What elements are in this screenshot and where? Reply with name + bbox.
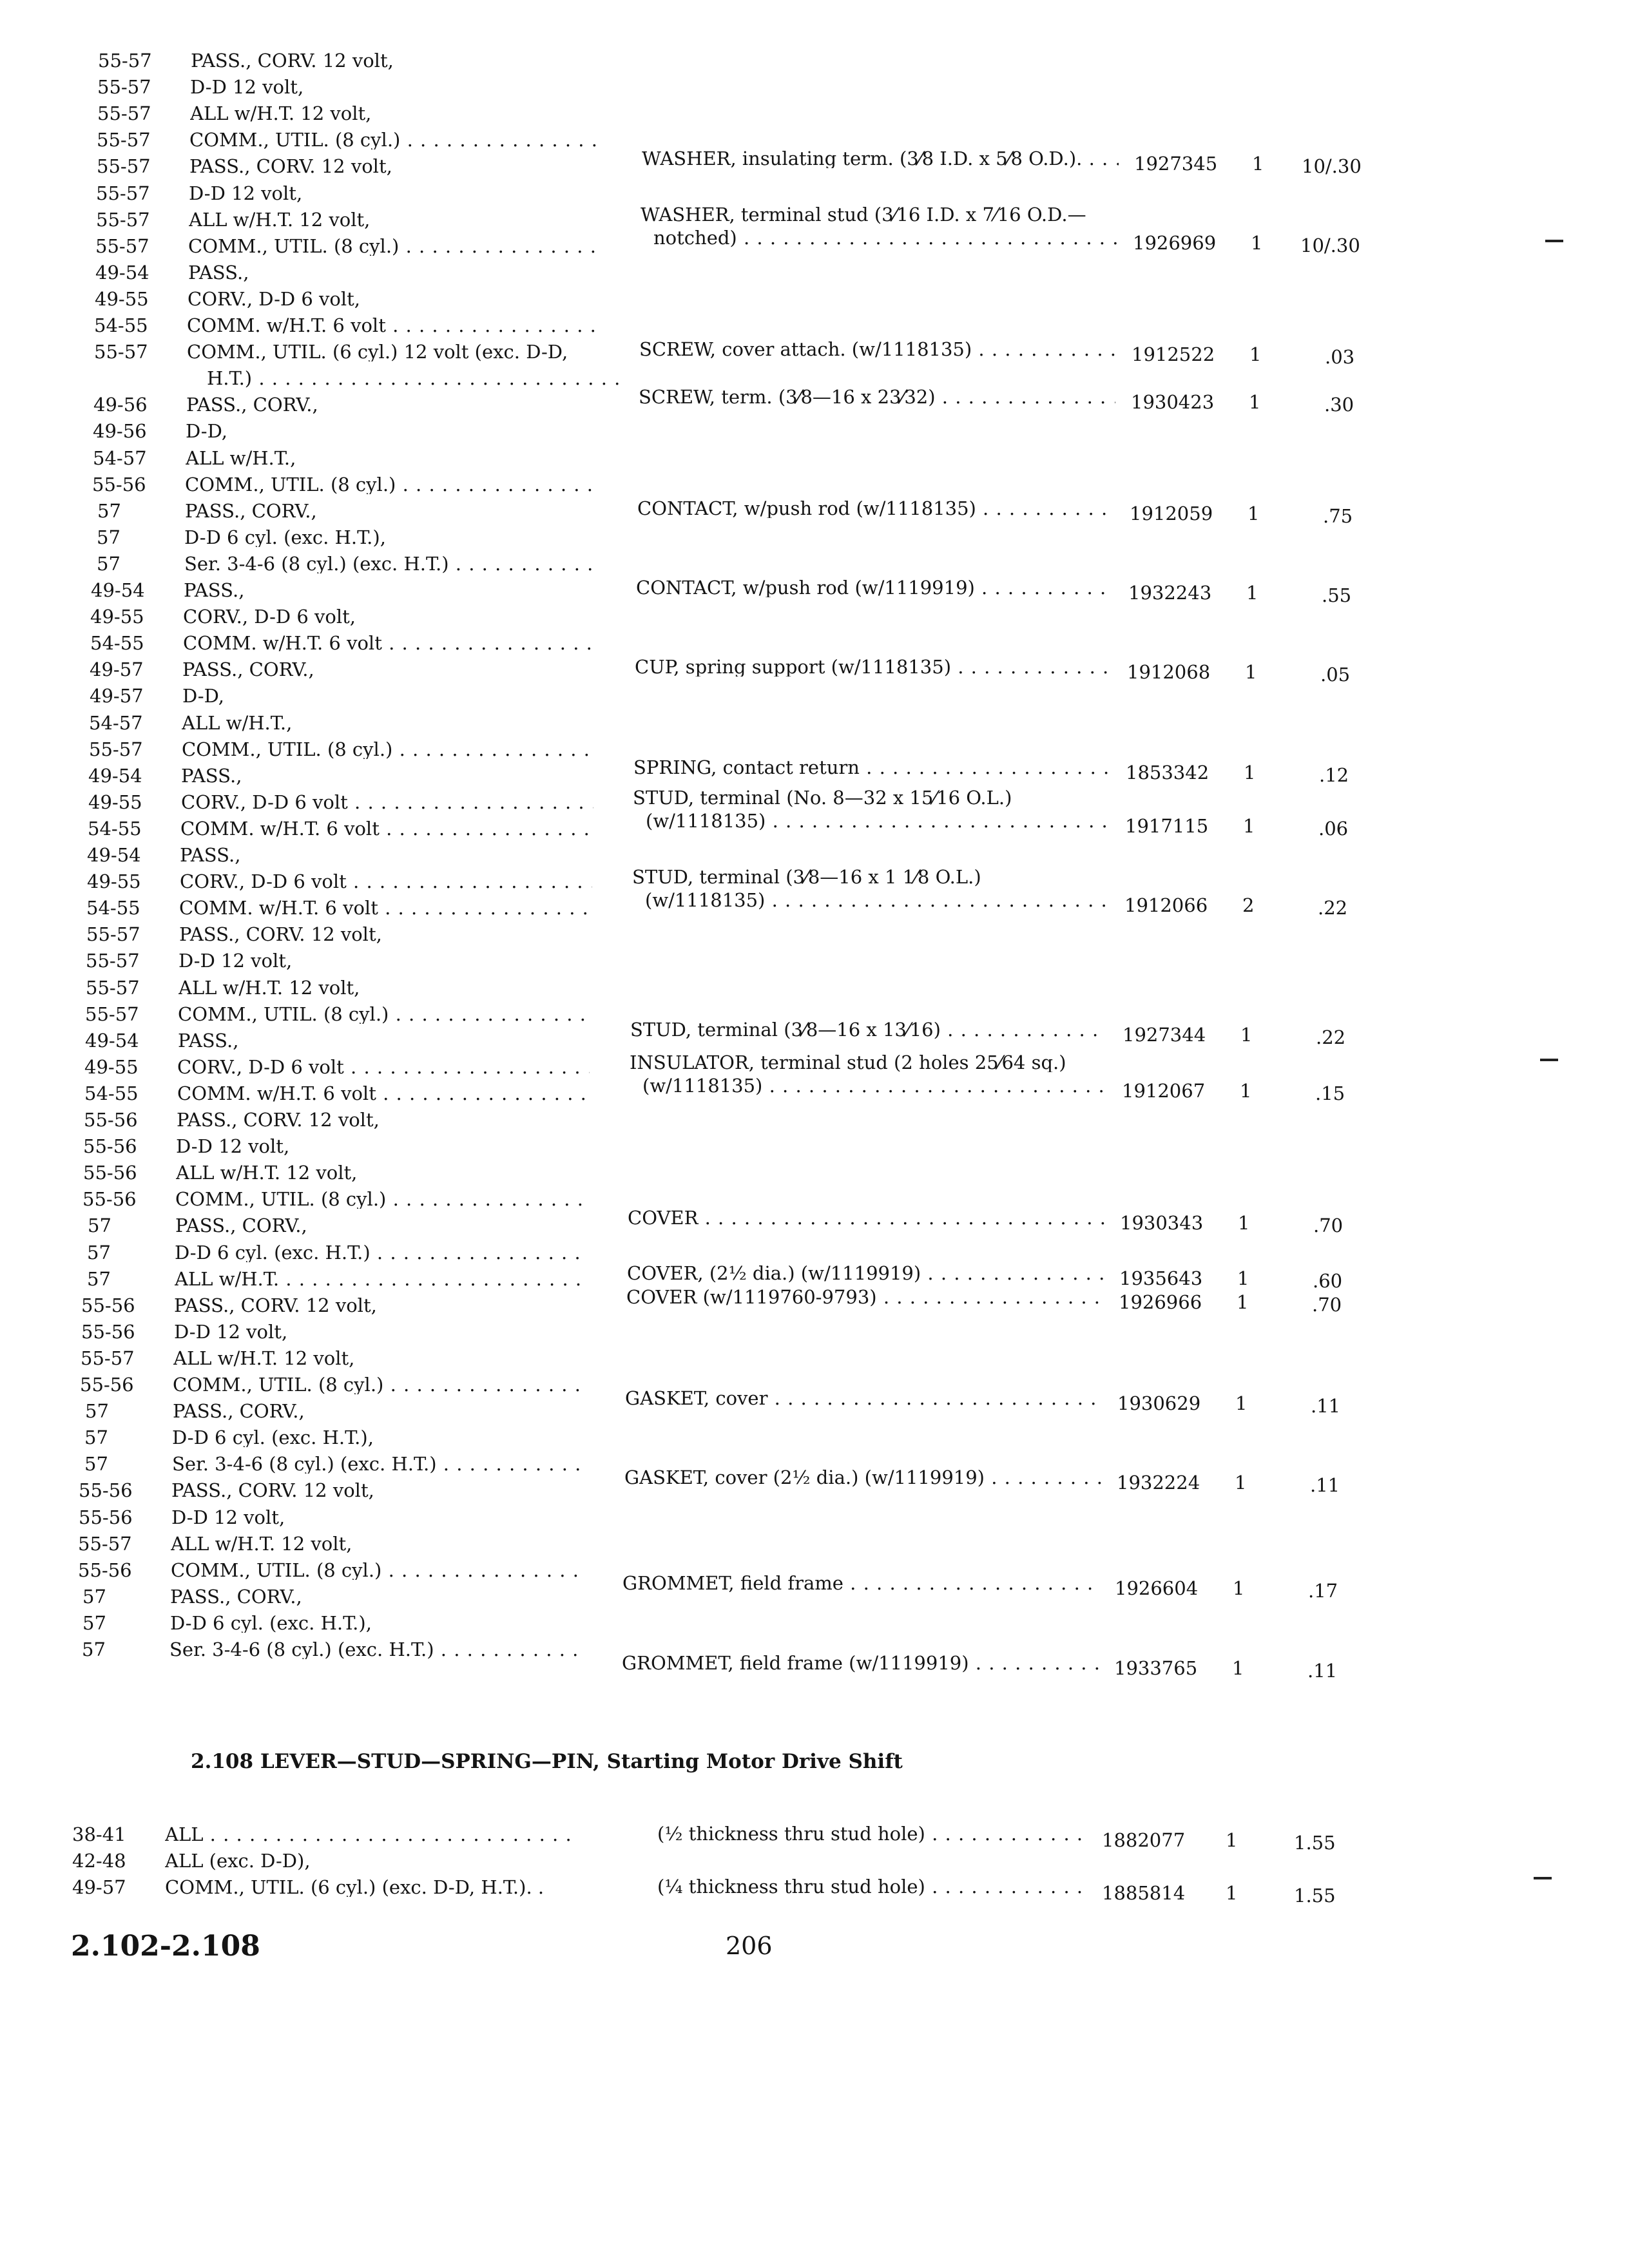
year-range: 49-57 [90, 685, 144, 707]
quantity: 1 [1246, 581, 1258, 604]
year-range: 49-56 [93, 394, 148, 416]
year-range: 49-55 [95, 287, 149, 310]
price: .03 [1325, 345, 1355, 368]
price: .06 [1318, 817, 1349, 840]
year-range: 57 [97, 552, 120, 575]
applicability-text: ALL w/H.T. 12 volt, [171, 1534, 352, 1553]
part-description: (¼ thickness thru stud hole) . . . [657, 1878, 1083, 1896]
applicability-text: COMM., UTIL. (6 cyl.) 12 volt (exc. D-D, [187, 343, 568, 362]
applicability-text: ALL . . . [165, 1825, 577, 1844]
part-number: 1927345 [1134, 153, 1218, 175]
year-range: 49-56 [93, 420, 147, 443]
applicability-text: PASS., [188, 263, 249, 282]
applicability-text: PASS., CORV., [182, 660, 314, 680]
price: .22 [1316, 1026, 1346, 1049]
part-number: 1912066 [1124, 894, 1208, 916]
applicability-text: PASS., CORV. 12 volt, [177, 1111, 380, 1129]
part-description: STUD, terminal (3⁄8—16 x 1 1⁄8 O.L.) [632, 867, 981, 887]
part-description-cont: (w/1118135) . . . [642, 1077, 1106, 1095]
year-range: 57 [84, 1453, 108, 1475]
part-description-cont: (w/1118135) . . . [645, 891, 1109, 910]
applicability-text: COMM. w/H.T. 6 volt . . . [187, 316, 599, 335]
price: .11 [1307, 1659, 1338, 1682]
price: .30 [1324, 393, 1354, 416]
part-number: 1930423 [1131, 390, 1215, 413]
year-range: 55-57 [97, 129, 151, 151]
applicability-text: PASS., CORV., [186, 396, 318, 415]
quantity: 1 [1232, 1657, 1244, 1679]
applicability-text: Ser. 3-4-6 (8 cyl.) (exc. H.T.) . . . [169, 1640, 582, 1659]
year-range: 57 [85, 1400, 109, 1423]
applicability-text: COMM., UTIL. (8 cyl.) . . . [188, 237, 601, 256]
year-range: 55-56 [78, 1559, 132, 1581]
price: .11 [1311, 1394, 1341, 1417]
applicability-text: ALL w/H.T. 12 volt, [189, 210, 371, 229]
part-description: STUD, terminal (3⁄8—16 x 13⁄16) . . . [630, 1021, 1107, 1039]
part-number: 1912059 [1130, 502, 1213, 524]
year-range: 55-56 [79, 1479, 133, 1502]
quantity: 1 [1243, 814, 1255, 837]
part-number: 1930343 [1120, 1212, 1204, 1235]
applicability-text: Ser. 3-4-6 (8 cyl.) (exc. H.T.) . . . [184, 555, 597, 573]
quantity: 1 [1237, 1267, 1249, 1290]
part-number: 1853342 [1126, 762, 1210, 784]
year-range: 54-55 [88, 817, 142, 840]
year-range: 49-55 [84, 1055, 139, 1078]
applicability-text: ALL w/H.T., [182, 713, 293, 733]
year-range: 54-55 [94, 314, 148, 336]
applicability-text: ALL w/H.T. . . . [175, 1270, 587, 1289]
quantity: 1 [1226, 1882, 1238, 1904]
year-range: 49-54 [95, 261, 149, 284]
part-description: CONTACT, w/push rod (w/1119919) . . . [636, 579, 1113, 597]
year-range: 42-48 [72, 1850, 126, 1872]
year-range: 55-57 [89, 738, 143, 760]
year-range: 54-55 [84, 1082, 139, 1104]
part-description: COVER . . . [628, 1209, 1104, 1227]
year-range: 49-57 [90, 658, 144, 681]
year-range: 57 [87, 1241, 111, 1264]
margin-mark [1540, 1059, 1558, 1061]
price: .17 [1308, 1580, 1338, 1602]
year-range: 55-57 [96, 208, 150, 231]
quantity: 1 [1251, 232, 1263, 255]
year-range: 57 [82, 1585, 106, 1608]
year-range: 49-55 [87, 870, 141, 893]
applicability-text: D-D 12 volt, [189, 184, 303, 203]
quantity: 1 [1235, 1392, 1248, 1414]
applicability-text: COMM. w/H.T. 6 volt . . . [183, 634, 595, 653]
price: 10/.30 [1302, 155, 1362, 178]
part-number: 1926966 [1119, 1291, 1202, 1314]
price: 1.55 [1294, 1832, 1336, 1854]
part-description: SCREW, cover attach. (w/1118135) . . . [639, 340, 1116, 359]
applicability-text: ALL w/H.T. 12 volt, [176, 1164, 358, 1183]
part-number: 1935643 [1119, 1267, 1203, 1290]
year-range: 38-41 [72, 1823, 126, 1845]
applicability-text: COMM. w/H.T. 6 volt . . . [177, 1084, 590, 1103]
year-range: 55-57 [98, 50, 152, 72]
quantity: 1 [1240, 1079, 1252, 1102]
part-description: (½ thickness thru stud hole) . . . [657, 1825, 1083, 1843]
year-range: 55-57 [94, 341, 148, 363]
applicability-text: H.T.) . . . [207, 369, 619, 388]
year-range: 57 [97, 526, 120, 548]
applicability-text: CORV., D-D 6 volt . . . [180, 872, 592, 891]
part-number: 1927344 [1123, 1024, 1206, 1046]
quantity: 1 [1237, 1291, 1249, 1314]
year-range: 54-55 [86, 897, 140, 919]
year-range: 57 [88, 1215, 111, 1237]
price: 1.55 [1294, 1885, 1336, 1907]
quantity: 1 [1252, 153, 1264, 175]
price: .12 [1319, 764, 1349, 787]
price: .11 [1310, 1474, 1340, 1496]
applicability-text: PASS., [178, 1031, 239, 1050]
year-range: 55-56 [84, 1109, 138, 1131]
year-range: 55-57 [97, 155, 151, 178]
part-number: 1930629 [1117, 1392, 1201, 1414]
quantity: 1 [1244, 762, 1256, 784]
year-range: 55-57 [95, 235, 149, 257]
part-description-cont: (w/1118135) . . . [646, 812, 1110, 831]
applicability-text: D-D 12 volt, [171, 1508, 285, 1527]
year-range: 55-57 [78, 1532, 132, 1555]
part-description: COVER (w/1119760-9793) . . . [626, 1288, 1103, 1307]
applicability-text: D-D, [182, 687, 225, 706]
quantity: 1 [1233, 1577, 1245, 1600]
applicability-text: COMM., UTIL. (8 cyl.) . . . [185, 476, 597, 494]
price: .55 [1322, 584, 1352, 606]
year-range: 49-54 [91, 579, 145, 601]
year-range: 49-54 [88, 764, 142, 787]
quantity: 1 [1235, 1471, 1247, 1494]
applicability-text: CORV., D-D 6 volt, [188, 289, 361, 309]
part-description: WASHER, insulating term. (3⁄8 I.D. x 5⁄8 O.D.). . . . [642, 149, 1119, 168]
year-range: 55-56 [80, 1374, 134, 1396]
year-range: 57 [82, 1639, 106, 1660]
applicability-text: D-D 6 cyl. (exc. H.T.), [172, 1428, 374, 1448]
applicability-text: PASS., CORV., [173, 1402, 305, 1421]
applicability-text: ALL w/H.T. 12 volt, [173, 1349, 355, 1368]
applicability-text: D-D 12 volt, [178, 952, 293, 971]
part-description: WASHER, terminal stud (3⁄16 I.D. x 7⁄16 O.D.— [641, 206, 1086, 225]
year-range: 55-56 [83, 1135, 137, 1158]
applicability-text: PASS., CORV., [170, 1587, 302, 1606]
year-range: 55-57 [97, 102, 151, 125]
section-heading: 2.108 LEVER—STUD—SPRING—PIN, Starting Motor Drive Shift [191, 1750, 903, 1773]
applicability-text: COMM., UTIL. (8 cyl.) . . . [189, 131, 602, 149]
price: .60 [1313, 1270, 1343, 1293]
part-description: GASKET, cover . . . [625, 1389, 1102, 1408]
quantity: 2 [1242, 894, 1255, 916]
page-number: 206 [726, 1932, 773, 1960]
year-range: 49-54 [85, 1029, 139, 1052]
applicability-text: D-D 6 cyl. (exc. H.T.), [184, 528, 386, 547]
part-description: GROMMET, field frame (w/1119919) . . . [622, 1654, 1099, 1673]
part-description-cont: notched) . . . [653, 229, 1117, 247]
year-range: 55-57 [86, 923, 140, 946]
part-number: 1912067 [1122, 1079, 1206, 1102]
year-range: 49-55 [90, 606, 144, 628]
applicability-text: COMM., UTIL. (8 cyl.) . . . [178, 1005, 590, 1024]
part-description: SPRING, contact return . . . [633, 758, 1110, 777]
year-range: 55-56 [92, 473, 146, 495]
applicability-text: PASS., CORV., [175, 1216, 307, 1236]
applicability-text: PASS., [181, 766, 242, 785]
applicability-text: D-D, [186, 422, 228, 441]
part-description: GROMMET, field frame . . . [622, 1574, 1099, 1593]
part-description: CUP, spring support (w/1118135) . . . [635, 658, 1112, 677]
year-range: 55-56 [82, 1188, 137, 1211]
price: .75 [1323, 505, 1353, 527]
quantity: 1 [1249, 343, 1262, 365]
year-range: 55-56 [83, 1162, 137, 1184]
part-number: 1882077 [1102, 1829, 1186, 1851]
margin-mark [1534, 1877, 1552, 1879]
part-number: 1926969 [1133, 232, 1217, 255]
price: .70 [1313, 1215, 1344, 1237]
applicability-text: COMM., UTIL. (6 cyl.) (exc. D-D, H.T.). . [165, 1878, 545, 1897]
applicability-text: CORV., D-D 6 volt . . . [177, 1058, 590, 1077]
applicability-text: Ser. 3-4-6 (8 cyl.) (exc. H.T.) . . . [172, 1455, 584, 1474]
year-range: 55-57 [81, 1347, 135, 1369]
applicability-text: ALL w/H.T. 12 volt, [190, 104, 372, 124]
applicability-text: D-D 12 volt, [176, 1137, 290, 1157]
part-description: INSULATOR, terminal stud (2 holes 25⁄64 sq.) [630, 1053, 1066, 1072]
year-range: 55-57 [86, 976, 140, 999]
quantity: 1 [1226, 1829, 1238, 1851]
year-range: 57 [87, 1267, 111, 1290]
applicability-text: PASS., CORV. 12 volt, [189, 157, 392, 177]
part-number: 1933765 [1114, 1657, 1198, 1679]
quantity: 1 [1249, 390, 1261, 413]
applicability-text: COMM., UTIL. (8 cyl.) . . . [175, 1190, 588, 1209]
applicability-text: PASS., CORV. 12 volt, [171, 1481, 374, 1501]
year-range: 57 [84, 1427, 108, 1449]
year-range: 49-55 [88, 791, 142, 813]
year-range: 49-54 [87, 844, 141, 866]
applicability-text: PASS., CORV. 12 volt, [179, 925, 382, 945]
applicability-text: PASS., CORV. 12 volt, [191, 52, 394, 70]
year-range: 55-57 [86, 950, 140, 972]
year-range: 55-57 [85, 1003, 139, 1025]
applicability-text: ALL (exc. D-D), [165, 1852, 311, 1870]
part-description: CONTACT, w/push rod (w/1118135) . . . [637, 499, 1114, 518]
applicability-text: COMM., UTIL. (8 cyl.) . . . [173, 1376, 585, 1394]
price: .22 [1318, 896, 1348, 919]
price: .05 [1320, 664, 1351, 686]
year-range: 55-56 [81, 1320, 135, 1343]
margin-mark [1545, 240, 1563, 242]
applicability-text: PASS., [184, 581, 245, 600]
quantity: 1 [1248, 502, 1260, 524]
price: .70 [1312, 1294, 1342, 1316]
year-range: 55-57 [97, 76, 151, 99]
part-number: 1885814 [1102, 1882, 1186, 1904]
year-range: 54-57 [89, 711, 143, 734]
section-range-code: 2.102-2.108 [71, 1930, 260, 1963]
part-number: 1932224 [1117, 1471, 1200, 1494]
part-description: STUD, terminal (No. 8—32 x 15⁄16 O.L.) [633, 788, 1012, 807]
year-range: 57 [82, 1611, 106, 1634]
year-range: 57 [97, 499, 121, 522]
applicability-text: PASS., [180, 846, 241, 865]
year-range: 55-56 [81, 1294, 135, 1316]
applicability-text: ALL w/H.T., [186, 448, 296, 468]
applicability-text: PASS., CORV., [185, 501, 317, 521]
applicability-text: ALL w/H.T. 12 volt, [178, 978, 360, 997]
applicability-text: D-D 6 cyl. (exc. H.T.), [170, 1613, 372, 1633]
quantity: 1 [1240, 1024, 1253, 1046]
applicability-text: D-D 12 volt, [174, 1322, 288, 1341]
applicability-text: COMM., UTIL. (8 cyl.) . . . [182, 740, 594, 759]
part-description: COVER, (2½ dia.) (w/1119919) . . . [627, 1264, 1104, 1283]
applicability-text: COMM. w/H.T. 6 volt . . . [179, 899, 592, 918]
year-range: 55-57 [96, 182, 150, 204]
part-number: 1912068 [1127, 661, 1211, 684]
year-range: 49-57 [72, 1876, 126, 1898]
year-range: 54-57 [93, 447, 147, 469]
price: .15 [1315, 1082, 1345, 1104]
applicability-text: D-D 12 volt, [190, 78, 304, 97]
applicability-text: D-D 6 cyl. (exc. H.T.) . . . [175, 1244, 587, 1262]
part-number: 1917115 [1125, 814, 1209, 837]
year-range: 54-55 [90, 632, 144, 655]
part-number: 1932243 [1128, 581, 1212, 604]
year-range: 55-56 [79, 1506, 133, 1528]
price: 10/.30 [1300, 235, 1360, 257]
applicability-text: PASS., CORV. 12 volt, [174, 1296, 377, 1315]
part-number: 1926604 [1115, 1577, 1199, 1600]
applicability-text: CORV., D-D 6 volt . . . [181, 793, 593, 812]
applicability-text: COMM. w/H.T. 6 volt . . . [180, 820, 593, 838]
quantity: 1 [1245, 661, 1257, 684]
part-description: GASKET, cover (2½ dia.) (w/1119919) . . . [624, 1468, 1101, 1487]
part-number: 1912522 [1132, 343, 1215, 365]
quantity: 1 [1238, 1212, 1250, 1235]
applicability-text: COMM., UTIL. (8 cyl.) . . . [171, 1561, 583, 1580]
applicability-text: CORV., D-D 6 volt, [183, 608, 356, 627]
part-description: SCREW, term. (3⁄8—16 x 23⁄32) . . . [639, 388, 1115, 407]
